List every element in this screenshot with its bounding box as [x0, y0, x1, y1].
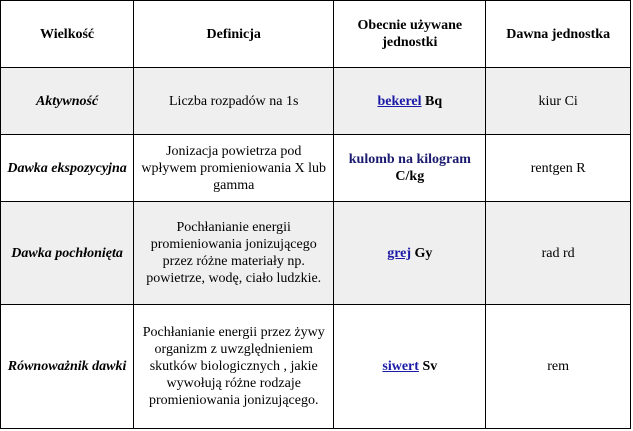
old-unit-cell: kiur Ci [486, 68, 631, 135]
old-unit-cell: rem [486, 305, 631, 429]
unit-link-siwert[interactable]: siwert [382, 359, 419, 374]
unit-symbol: Bq [425, 93, 443, 109]
definition-cell: Jonizacja powietrza pod wpływem promieniowania X lub gamma [134, 135, 334, 202]
current-unit-cell [334, 202, 486, 305]
table-row [1, 202, 631, 305]
definition-cell: Pochłanianie energii przez żywy organizm z uwzględnieniem skutków biologicznych , jakie wywołują różne rodzaje promieniowania jonizującego. [134, 305, 334, 429]
quantity-cell: Równoważnik dawki [1, 305, 134, 429]
current-unit-cell [334, 135, 486, 202]
quantity-cell: Dawka ekspozycyjna [1, 135, 134, 202]
unit-symbol: C/kg [395, 169, 425, 184]
table-row [1, 305, 631, 429]
unit-link-bekerel[interactable]: bekerel [377, 93, 422, 109]
current-unit-cell [334, 305, 486, 429]
unit-link-grej[interactable]: grej [387, 245, 412, 261]
quantity-cell: Dawka pochłonięta [1, 202, 134, 305]
definition-cell: Liczba rozpadów na 1s [134, 68, 334, 135]
unit-name: kulomb na kilogram [348, 152, 471, 167]
unit-symbol: Sv [422, 359, 438, 374]
old-unit-cell: rentgen R [486, 135, 631, 202]
header-current-units: Obecnie używane jednostki [334, 1, 486, 68]
old-unit-cell: rad rd [486, 202, 631, 305]
header-old-unit: Dawna jednostka [486, 1, 631, 68]
header-definition: Definicja [134, 1, 334, 68]
table-header-row [1, 1, 631, 68]
current-unit-cell [334, 68, 486, 135]
header-quantity: Wielkość [1, 1, 134, 68]
definition-cell: Pochłanianie energii promieniowania jonizującego przez różne materiały np. powietrze, wodę, ciało ludzkie. [134, 202, 334, 305]
table-row [1, 68, 631, 135]
table-row [1, 135, 631, 202]
unit-symbol: Gy [414, 245, 433, 261]
quantity-cell: Aktywność [1, 68, 134, 135]
